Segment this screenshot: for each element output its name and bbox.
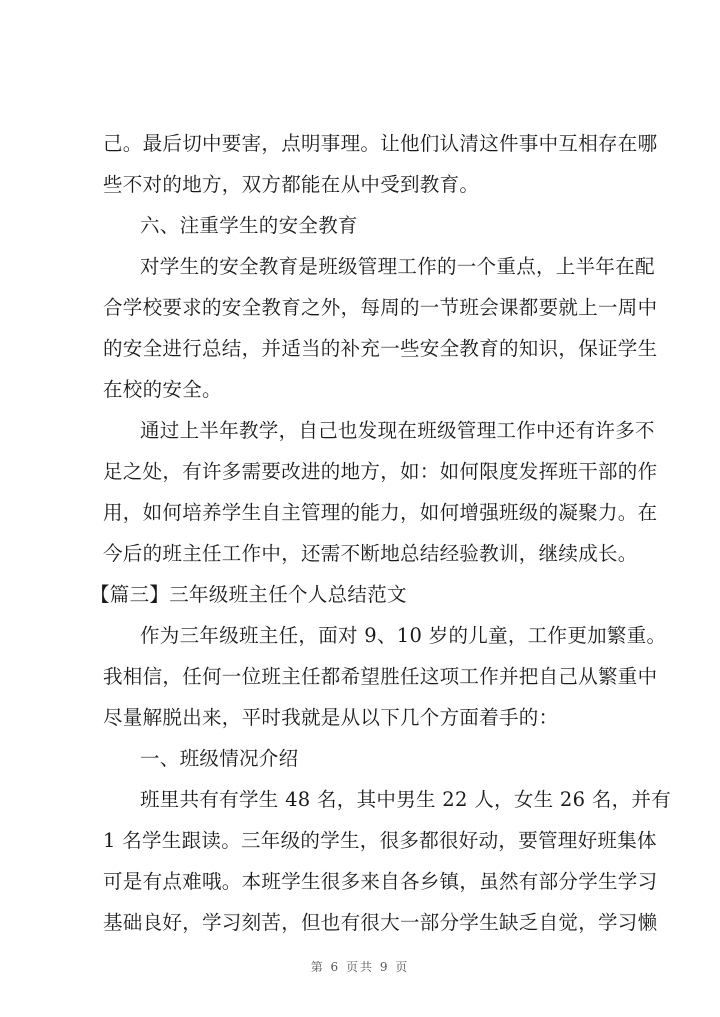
section-heading: 一、班级情况介绍 <box>140 747 299 770</box>
text-line: 作为三年级班主任，面对 9、10 岁的儿童，工作更加繁重。 <box>140 624 667 647</box>
text-line: 对学生的安全教育是班级管理工作的一个重点，上半年在配 <box>140 255 655 278</box>
text-line: 基础良好，学习刻苦，但也有很大一部分学生缺乏自觉，学习懒 <box>103 911 658 934</box>
section-heading: 六、注重学生的安全教育 <box>140 214 358 237</box>
text-line: 尽量解脱出来，平时我就是从以下几个方面着手的： <box>103 706 559 729</box>
article-heading: 【篇三】三年级班主任个人总结范文 <box>90 583 407 606</box>
text-line: 我相信，任何一位班主任都希望胜任这项工作并把自己从繁重中 <box>103 665 658 688</box>
text-line: 用，如何培养学生自主管理的能力，如何增强班级的凝聚力。在 <box>103 501 658 524</box>
text-line: 班里共有有学生 48 名，其中男生 22 人，女生 26 名，并有 <box>140 788 672 811</box>
page-number: 第 6 页共 9 页 <box>310 960 410 974</box>
text-line: 1 名学生跟读。三年级的学生，很多都很好动，要管理好班集体 <box>103 829 657 852</box>
text-line: 足之处，有许多需要改进的地方，如：如何限度发挥班干部的作 <box>103 460 658 483</box>
text-line: 合学校要求的安全教育之外，每周的一节班会课都要就上一周中 <box>103 296 658 319</box>
text-line: 通过上半年教学，自己也发现在班级管理工作中还有许多不 <box>140 419 655 442</box>
text-line: 的安全进行总结，并适当的补充一些安全教育的知识，保证学生 <box>103 337 658 360</box>
text-line: 今后的班主任工作中，还需不断地总结经验教训，继续成长。 <box>103 542 638 565</box>
text-line: 些不对的地方，双方都能在从中受到教育。 <box>103 173 480 196</box>
text-line: 可是有点难哦。本班学生很多来自各乡镇，虽然有部分学生学习 <box>103 870 658 893</box>
text-line: 己。最后切中要害，点明事理。让他们认清这件事中互相存在哪 <box>103 132 658 155</box>
text-line: 在校的安全。 <box>103 378 222 401</box>
